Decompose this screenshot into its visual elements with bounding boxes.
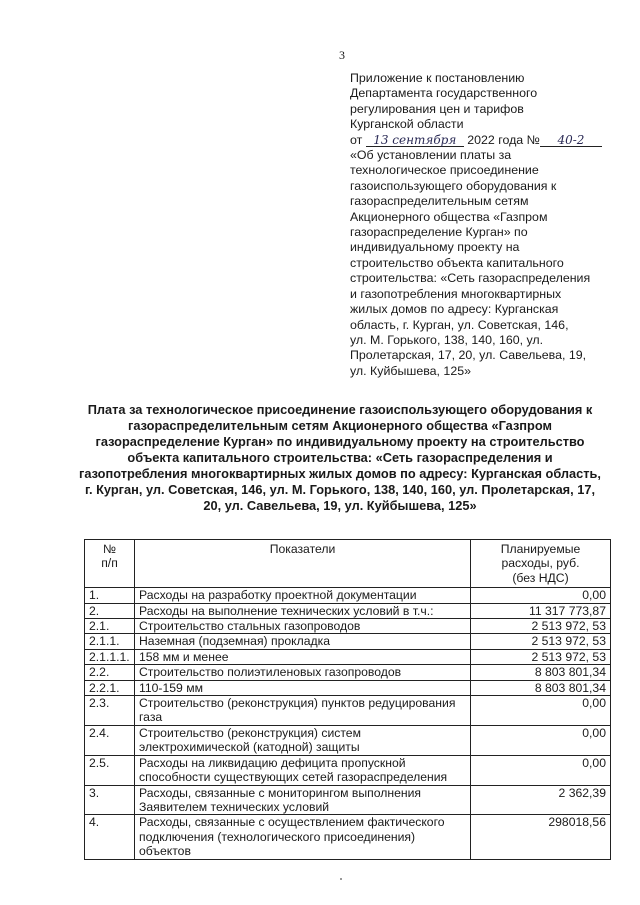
row-name: Строительство (реконструкция) систем электрохимической (катодной) защиты	[135, 725, 471, 755]
row-name: Расходы на выполнение технических условий в т.ч.:	[135, 603, 471, 618]
row-name: Расходы, связанные с осуществлением фактического подключения (технологического присоединения) объектов	[135, 815, 471, 859]
row-name: Строительство полиэтиленовых газопроводов	[135, 665, 471, 680]
row-name: Расходы, связанные с мониторингом выполнения Заявителем технических условий	[135, 785, 471, 815]
row-name: Расходы на разработку проектной документации	[135, 588, 471, 603]
page-number: 3	[339, 48, 345, 62]
appendix-line: Департамента государственного	[350, 86, 538, 101]
appendix-line: регулирования цен и тарифов	[350, 101, 524, 116]
header-value-line: расходы, руб.	[501, 556, 580, 571]
document-title	[60, 402, 620, 514]
title-line: газопотребления многоквартирных жилых домов по адресу: Курганская область,	[79, 466, 601, 481]
title-line: 20, ул. Савельева, 19, ул. Куйбышева, 125»	[203, 498, 477, 513]
appendix-subject-line: «Об установлении платы за	[350, 148, 512, 163]
header-value-line: (без НДС)	[512, 570, 569, 585]
appendix-subject-line: газораспределение Курган» по	[350, 225, 528, 240]
title-line: газораспределение Курган» по индивидуальному проекту на строительство	[95, 434, 585, 449]
table-row	[85, 588, 611, 603]
appendix-subject-line: строительство объекта капитального	[350, 255, 564, 270]
header-num-line: №	[102, 542, 117, 556]
appendix-subject-line: ул. М. Горького, 138, 140, 160, ул.	[350, 332, 544, 347]
handwritten-number: 40-2	[540, 134, 602, 147]
table-row	[85, 785, 611, 815]
table-row	[85, 665, 611, 680]
table-row	[85, 634, 611, 649]
row-value: 2 513 972, 53	[471, 634, 611, 649]
appendix-subject-line: Акционерного общества «Газпром	[350, 209, 548, 224]
appendix-subject	[350, 148, 612, 379]
header-num	[85, 540, 135, 588]
appendix-subject-line: ул. Куйбышева, 125»	[350, 363, 471, 378]
row-name: Строительство стальных газопроводов	[135, 619, 471, 634]
title-line: объекта капитального строительства: «Сеть газораспределения и	[127, 450, 553, 465]
appendix-subject-line: жилых домов по адресу: Курганская	[350, 302, 559, 317]
row-name: Строительство (реконструкция) пунктов редуцирования газа	[135, 696, 471, 726]
appendix-subject-line: Пролетарская, 17, 20, ул. Савельева, 19,	[350, 348, 587, 363]
header-value-line: Планируемые	[500, 542, 581, 556]
scan-dot	[340, 878, 342, 880]
table-row	[85, 815, 611, 859]
costs-table	[84, 539, 611, 860]
header-value	[471, 540, 611, 588]
table-row	[85, 755, 611, 785]
row-number: 2.2.	[85, 665, 135, 680]
row-value: 2 513 972, 53	[471, 619, 611, 634]
appendix-block	[350, 71, 612, 379]
table-row	[85, 725, 611, 755]
row-number: 2.1.1.1.	[85, 649, 135, 664]
appendix-subject-line: газоиспользующего оборудования к	[350, 178, 557, 193]
row-number: 4.	[85, 815, 135, 859]
row-value: 0,00	[471, 696, 611, 726]
row-number: 2.2.1.	[85, 680, 135, 695]
date-prefix: от	[350, 132, 363, 147]
appendix-subject-line: газораспределительным сетям	[350, 194, 529, 209]
appendix-subject-line: строительства: «Сеть газораспределения	[350, 271, 591, 286]
appendix-subject-line: и газопотребления многоквартирных	[350, 286, 562, 301]
appendix-subject-line: индивидуальному проекту на	[350, 240, 520, 255]
row-value: 2 513 972, 53	[471, 649, 611, 664]
row-number: 2.3.	[85, 696, 135, 726]
row-value: 11 317 773,87	[471, 603, 611, 618]
row-number: 1.	[85, 588, 135, 603]
table-row	[85, 603, 611, 618]
row-number: 2.1.1.	[85, 634, 135, 649]
row-number: 2.5.	[85, 755, 135, 785]
table-row	[85, 649, 611, 664]
row-value: 2 362,39	[471, 785, 611, 815]
title-line: г. Курган, ул. Советская, 146, ул. М. Горького, 138, 140, 160, ул. Пролетарская, 17,	[84, 482, 596, 497]
row-value: 0,00	[471, 725, 611, 755]
row-name: 158 мм и менее	[135, 649, 471, 664]
row-value: 8 803 801,34	[471, 665, 611, 680]
row-number: 2.1.	[85, 619, 135, 634]
row-name: Наземная (подземная) прокладка	[135, 634, 471, 649]
appendix-line: Приложение к постановлению	[350, 71, 525, 85]
header-name: Показатели	[135, 540, 471, 588]
table-row	[85, 680, 611, 695]
appendix-subject-line: область, г. Курган, ул. Советская, 146,	[350, 317, 569, 332]
row-value: 298018,56	[471, 815, 611, 859]
header-num-line: п/п	[101, 556, 118, 571]
year-text: 2022 года №	[467, 132, 540, 147]
table-row	[85, 696, 611, 726]
row-number: 2.	[85, 603, 135, 618]
table-header-row	[85, 540, 611, 588]
row-number: 3.	[85, 785, 135, 815]
appendix-subject-line: технологическое присоединение	[350, 163, 539, 178]
handwritten-date: 13 сентября	[366, 134, 464, 147]
table-row	[85, 619, 611, 634]
row-name: Расходы на ликвидацию дефицита пропускной способности существующих сетей газораспределения	[135, 755, 471, 785]
row-value: 0,00	[471, 755, 611, 785]
title-line: Плата за технологическое присоединение газоиспользующего оборудования к	[87, 402, 593, 417]
row-number: 2.4.	[85, 725, 135, 755]
appendix-date-line	[350, 133, 612, 148]
row-name: 110-159 мм	[135, 680, 471, 695]
row-value: 0,00	[471, 588, 611, 603]
row-value: 8 803 801,34	[471, 680, 611, 695]
appendix-line: Курганской области	[350, 117, 464, 132]
title-line: газораспределительным сетям Акционерного общества «Газпром	[128, 418, 552, 433]
